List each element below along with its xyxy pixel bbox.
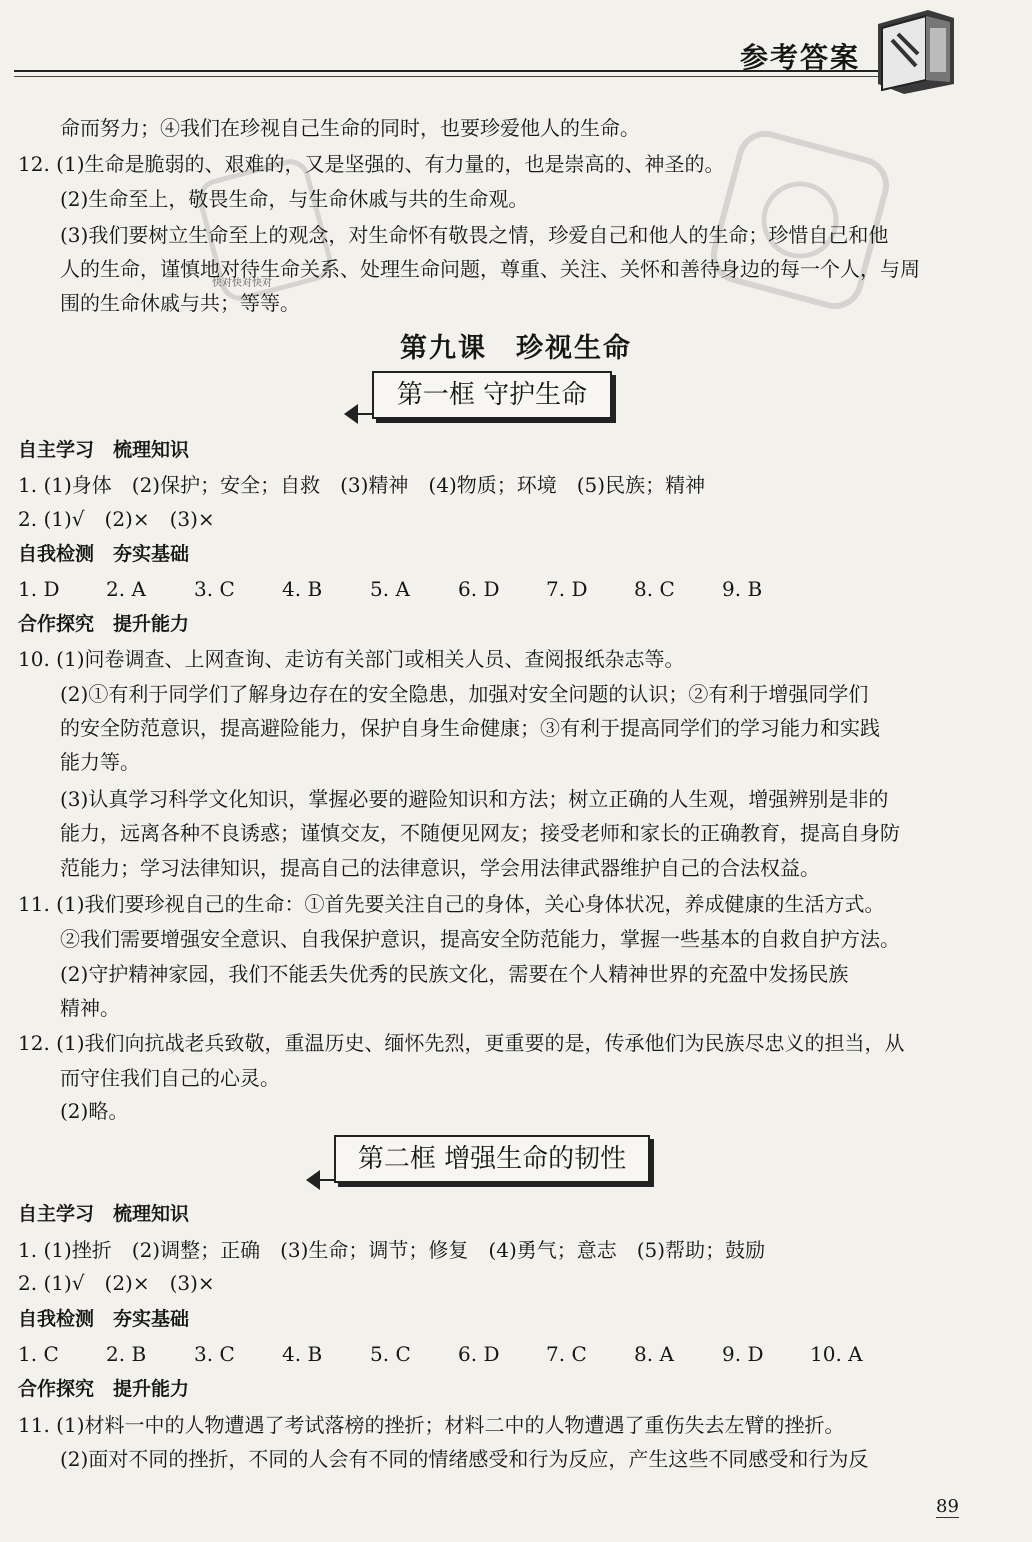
frame-title-box: [372, 371, 612, 419]
frame-title-box: [334, 1135, 650, 1183]
answer-line: 人的生命，谨慎地对待生命关系、处理生命问题，尊重、关注、关怀和善待身边的每一个人，与周: [60, 257, 920, 281]
mcq-answer: 4. B: [282, 577, 323, 601]
section-heading: 自我检测 夯实基础: [18, 543, 190, 565]
answer-line: 范能力；学习法律知识，提高自己的法律意识，学会用法律武器维护自己的合法权益。: [60, 856, 820, 880]
watermark-stamp-right: [700, 120, 900, 320]
mcq-answer: 7. C: [546, 1342, 587, 1366]
mcq-answer: 3. C: [194, 577, 235, 601]
mcq-answer: 9. D: [722, 1342, 764, 1366]
answer-line: (3)我们要树立生命至上的观念，对生命怀有敬畏之情，珍爱自己和他人的生命；珍惜自己和他: [60, 223, 889, 247]
mcq-answer: 10. A: [810, 1342, 863, 1366]
section-heading: 自主学习 梳理知识: [18, 439, 190, 461]
section-heading: 合作探究 提升能力: [18, 1378, 190, 1400]
answer-line: 围的生命休戚与共；等等。: [60, 291, 300, 315]
section-heading: 自主学习 梳理知识: [18, 1203, 190, 1225]
answer-line: 11. (1)材料一中的人物遭遇了考试落榜的挫折；材料二中的人物遭遇了重伤失去左臂的挫折。: [18, 1413, 845, 1437]
answer-line: 的安全防范意识，提高避险能力，保护自身生命健康；③有利于提高同学们的学习能力和实践: [60, 716, 880, 740]
mcq-answer: 7. D: [546, 577, 588, 601]
mcq-answer: 1. C: [18, 1342, 59, 1366]
answer-line: (2)生命至上，敬畏生命，与生命休戚与共的生命观。: [60, 187, 529, 211]
mcq-answers: [18, 1341, 898, 1367]
answer-line: 12. (1)生命是脆弱的、艰难的，又是坚强的、有力量的，也是崇高的、神圣的。: [18, 152, 725, 176]
answer-line: 10. (1)问卷调查、上网查询、走访有关部门或相关人员、查阅报纸杂志等。: [18, 647, 685, 671]
answer-line: 2. (1)√ (2)× (3)×: [18, 507, 215, 531]
mcq-answers: [18, 576, 810, 602]
mcq-answer: 8. C: [634, 577, 675, 601]
mcq-answer: 5. C: [370, 1342, 411, 1366]
answer-line: 而守住我们自己的心灵。: [60, 1066, 280, 1090]
mcq-answer: 3. C: [194, 1342, 235, 1366]
lesson-title: 第九课 珍视生命: [400, 333, 632, 364]
mcq-answer: 9. B: [722, 577, 763, 601]
frame-title: 第一框 守护生命: [396, 380, 588, 410]
mcq-answer: 6. D: [458, 1342, 500, 1366]
answer-line: 11. (1)我们要珍视自己的生命：①首先要关注自己的身体，关心身体状况，养成健康的生活方式。: [18, 892, 885, 916]
answer-line: 1. (1)挫折 (2)调整；正确 (3)生命；调节；修复 (4)勇气；意志 (5)帮助；鼓励: [18, 1238, 766, 1262]
section-heading: 自我检测 夯实基础: [18, 1308, 190, 1330]
mcq-answer: 1. D: [18, 577, 60, 601]
mcq-answer: 2. B: [106, 1342, 147, 1366]
book-icon: [858, 4, 968, 96]
page-number: 89: [936, 1496, 959, 1517]
answer-line: 2. (1)√ (2)× (3)×: [18, 1271, 215, 1295]
answer-line: (3)认真学习科学文化知识，掌握必要的避险知识和方法；树立正确的人生观，增强辨别是非的: [60, 787, 889, 811]
header-title: 参考答案: [739, 41, 860, 74]
answer-line: 能力，远离各种不良诱惑；谨慎交友，不随便见网友；接受老师和家长的正确教育，提高自身防: [60, 821, 900, 845]
mcq-answer: 8. A: [634, 1342, 674, 1366]
mcq-answer: 4. B: [282, 1342, 323, 1366]
answer-line: (2)①有利于同学们了解身边存在的安全隐患，加强对安全问题的认识；②有利于增强同学们: [60, 682, 869, 706]
page-header: [0, 0, 1032, 100]
answer-line: (2)面对不同的挫折，不同的人会有不同的情绪感受和行为反应，产生这些不同感受和行为反: [60, 1447, 869, 1471]
answer-line: 12. (1)我们向抗战老兵致敬，重温历史、缅怀先烈，更重要的是，传承他们为民族尽忠义的担当，从: [18, 1031, 905, 1055]
mcq-answer: 5. A: [370, 577, 410, 601]
answer-line: 1. (1)身体 (2)保护；安全；自救 (3)精神 (4)物质；环境 (5)民族；精神: [18, 473, 706, 497]
header-rule-thin: [14, 76, 924, 77]
frame-title: 第二框 增强生命的韧性: [357, 1144, 627, 1174]
answer-line: ②我们需要增强安全意识、自我保护意识，提高安全防范能力，掌握一些基本的自救自护方法。: [60, 927, 900, 951]
answer-line: (2)守护精神家园，我们不能丢失优秀的民族文化，需要在个人精神世界的充盈中发扬民族: [60, 962, 849, 986]
mcq-answer: 2. A: [106, 577, 146, 601]
answer-line: 能力等。: [60, 750, 140, 774]
answer-line: (2)略。: [60, 1099, 129, 1123]
mcq-answer: 6. D: [458, 577, 500, 601]
stamp-text: 快对快对快对: [212, 278, 272, 289]
answer-line: 精神。: [60, 996, 120, 1020]
answer-line: 命而努力；④我们在珍视自己生命的同时，也要珍爱他人的生命。: [60, 116, 640, 140]
section-heading: 合作探究 提升能力: [18, 613, 190, 635]
